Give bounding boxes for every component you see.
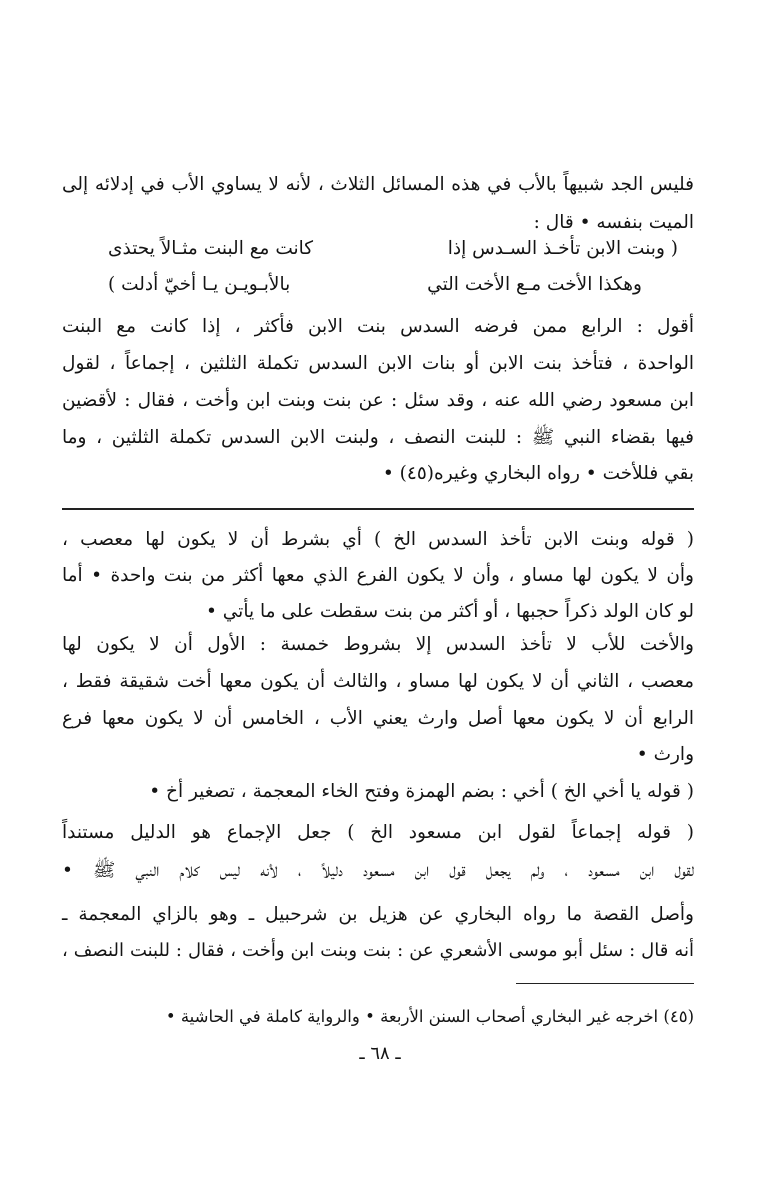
commentary-line: والأخت للأب لا تأخذ السدس إلا بشروط خمسة : الأول أن لا يكون لها bbox=[62, 634, 694, 655]
commentary-line: وأصل القصة ما رواه البخاري عن هزيل بن شرحبيل ـ وهو بالزاي المعجمة ـ bbox=[62, 904, 694, 925]
commentary-line: معصب ، الثاني أن لا يكون لها مساو ، والثالث أن يكون معها أخت شقيقة فقط ، bbox=[62, 671, 694, 692]
footnote-text: (٤٥) اخرجه غير البخاري أصحاب السنن الأربعة • والرواية كاملة في الحاشية • bbox=[165, 1007, 694, 1026]
commentary-line: الرابع أن لا يكون معها أصل وارث يعني الأب ، الخامس أن لا يكون معها فرع bbox=[62, 708, 694, 729]
poem-verse-1-first-hemistich: ( وبنت الابن تأخـذ السـدس إذا bbox=[447, 238, 678, 259]
commentary-separator bbox=[62, 508, 694, 510]
main-line: ابن مسعود رضي الله عنه ، وقد سئل : عن بنت وبنت ابن وأخت ، فقال : لأقضين bbox=[62, 390, 694, 411]
page-number: ـ ٦٨ ـ bbox=[359, 1043, 401, 1064]
commentary-line: وأن لا يكون لها مساو ، وأن لا يكون الفرع الذي معها أكثر من بنت واحدة • أما bbox=[62, 565, 694, 586]
main-line: بقي فللأخت • رواه البخاري وغيره(٤٥) • bbox=[382, 463, 694, 484]
commentary-line: وارث • bbox=[636, 744, 694, 765]
commentary-line: ( قوله يا أخي الخ ) أخي : بضم الهمزة وفتح الخاء المعجمة ، تصغير أخ • bbox=[149, 781, 694, 802]
main-line: الميت بنفسه • قال : bbox=[533, 212, 694, 233]
footnote-separator bbox=[516, 983, 694, 984]
commentary-line: لو كان الولد ذكراً حجبها ، أو أكثر من بنت سقطت على ما يأتي • bbox=[205, 601, 694, 622]
commentary-line: لقول ابن مسعود ، ولم يجعل قول ابن مسعود دليلاً ، لأنه ليس كلام النبي ﷺ • bbox=[62, 860, 694, 881]
commentary-line: ( قوله إجماعاً لقول ابن مسعود الخ ) جعل الإجماع هو الدليل مستنداً bbox=[62, 822, 694, 843]
main-line: الواحدة ، فتأخذ بنت الابن أو بنات الابن السدس تكملة الثلثين ، إجماعاً ، لقول bbox=[62, 353, 694, 374]
main-line: فليس الجد شبيهاً بالأب في هذه المسائل الثلاث ، لأنه لا يساوي الأب في إدلائه إلى bbox=[62, 174, 694, 195]
poem-verse-2-first-hemistich: وهكذا الأخت مـع الأخت التي bbox=[427, 274, 642, 295]
poem-verse-2-second-hemistich: بالأبـويـن يـا أخيّ أدلت ) bbox=[108, 274, 291, 295]
main-line: أقول : الرابع ممن فرضه السدس بنت الابن فأكثر ، إذا كانت مع البنت bbox=[62, 316, 694, 337]
commentary-line: أنه قال : سئل أبو موسى الأشعري عن : بنت وبنت ابن وأخت ، فقال : للبنت النصف ، bbox=[62, 940, 694, 961]
commentary-line: ( قوله وبنت الابن تأخذ السدس الخ ) أي بشرط أن لا يكون لها معصب ، bbox=[62, 529, 694, 550]
main-line: فيها بقضاء النبي ﷺ : للبنت النصف ، ولبنت الابن السدس تكملة الثلثين ، وما bbox=[62, 427, 694, 448]
poem-verse-1-second-hemistich: كانت مع البنت مثـالاً يحتذى bbox=[108, 238, 314, 259]
